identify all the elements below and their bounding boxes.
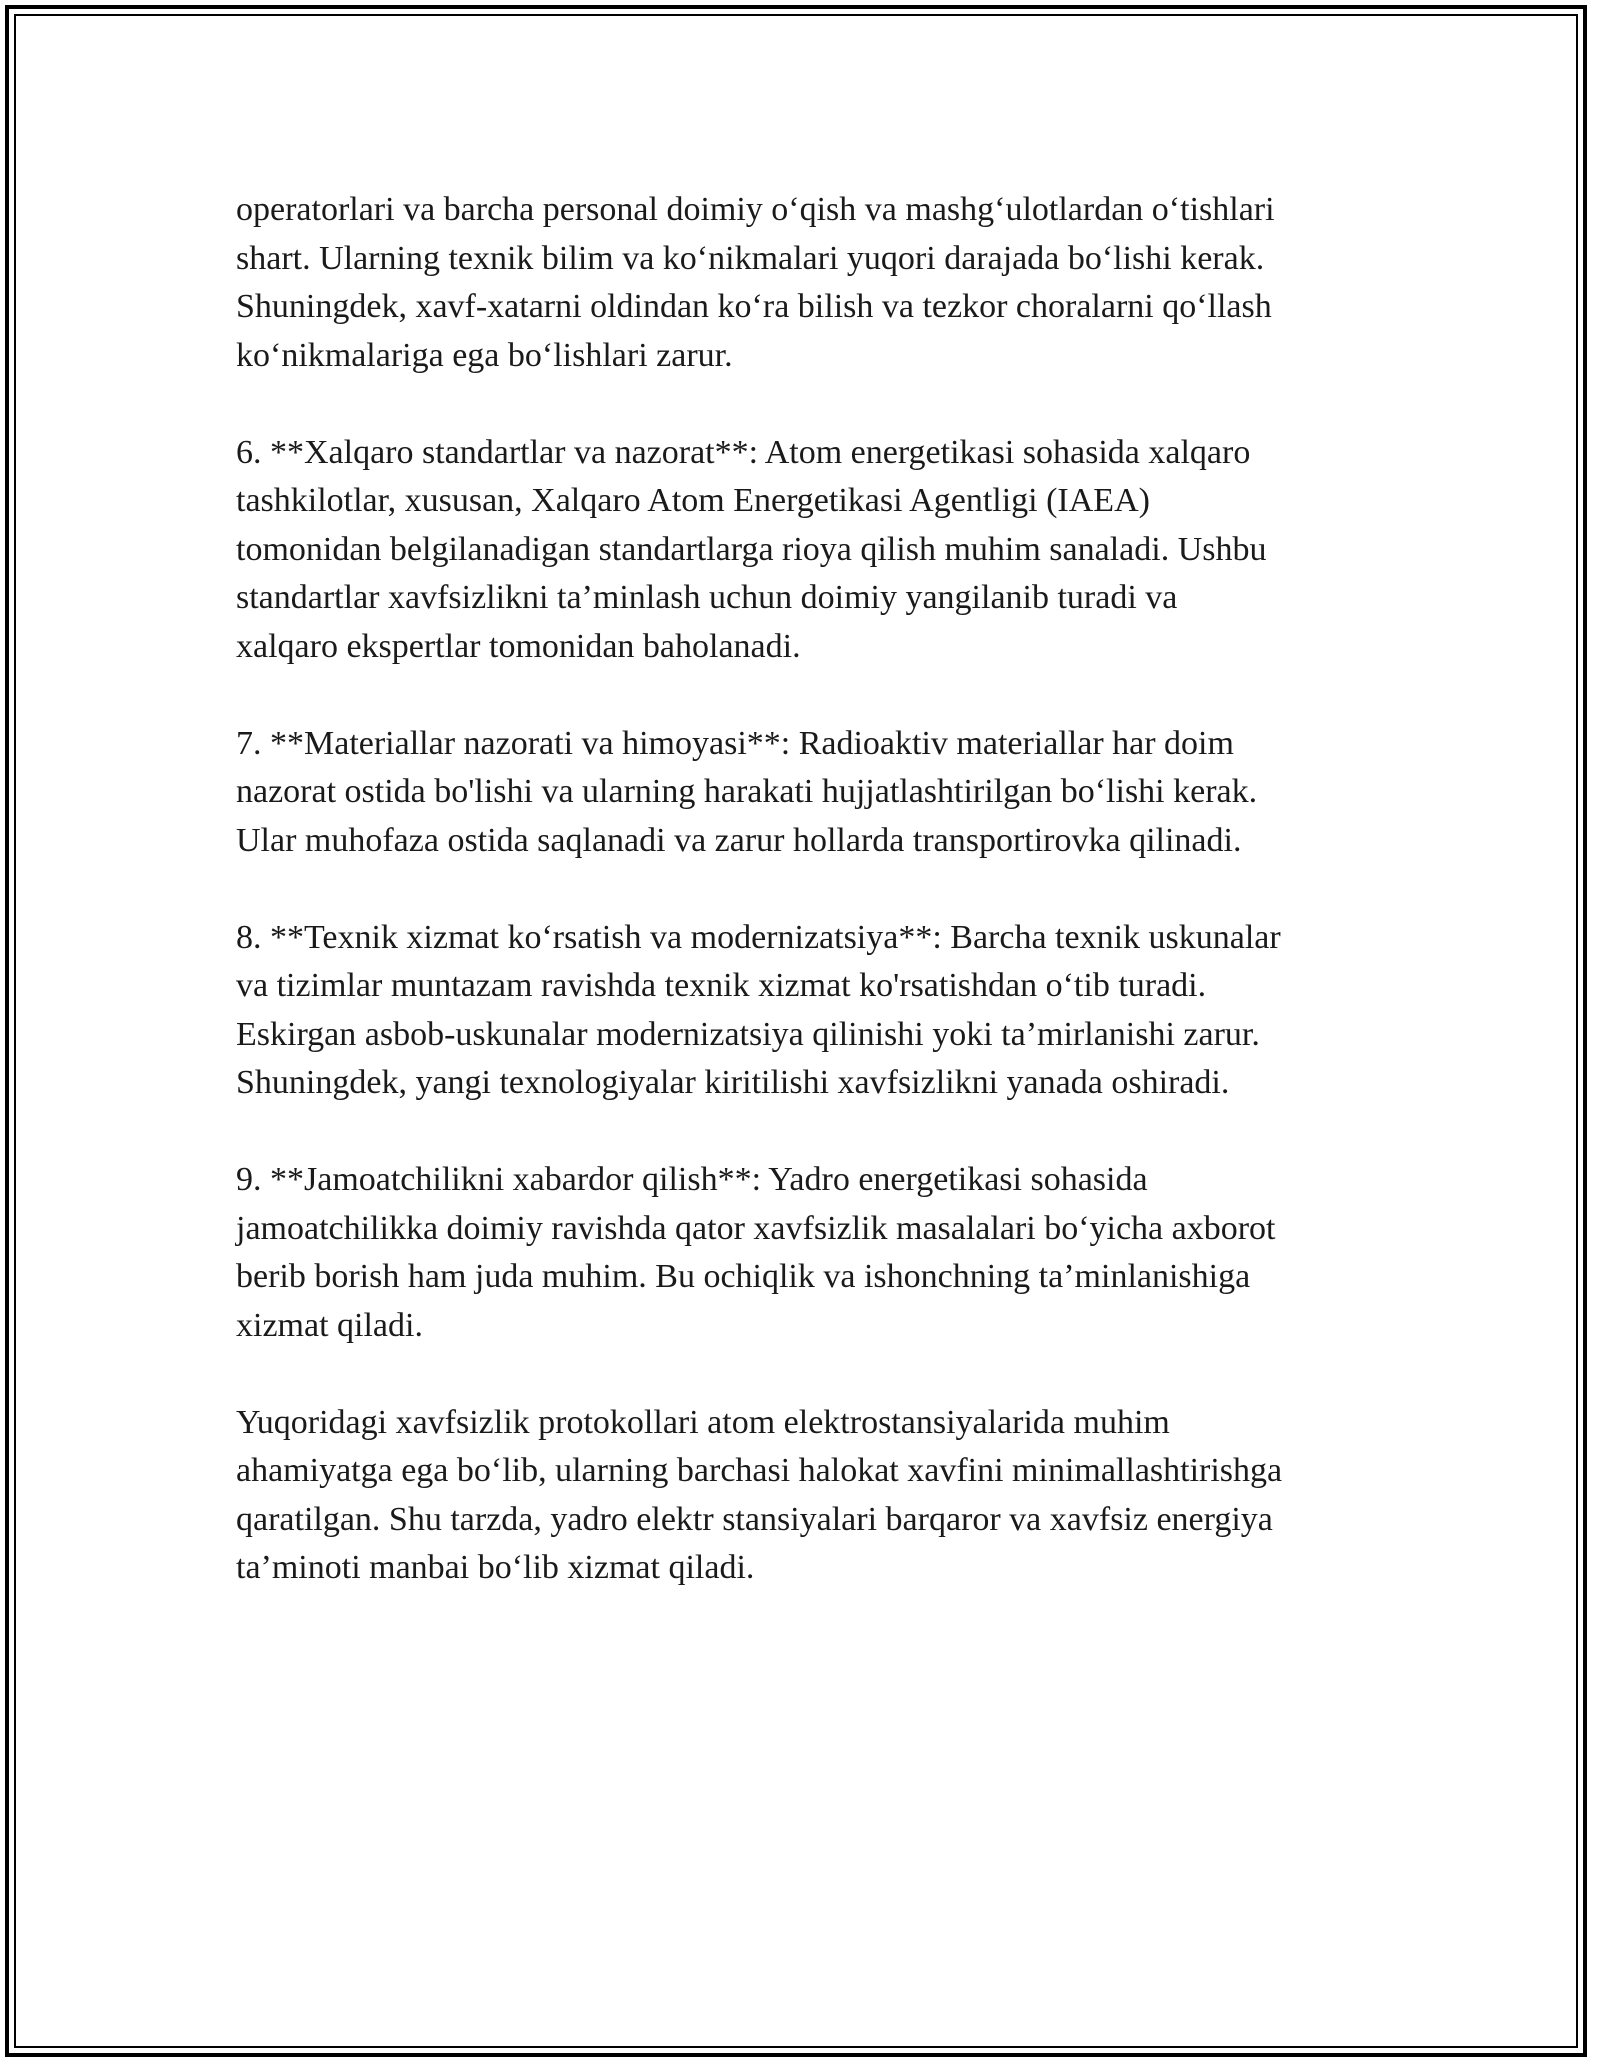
- paragraph-conclusion: Yuqoridagi xavfsizlik protokollari atom elektrostansiyalarida muhim ahamiyatga ega bo‘lib, ularning barchasi halokat xavfini minimallashtirishga qaratilgan. Shu tarzda, yadro elektr stansiyalari barqaror va xavfsiz energiya ta’minoti manbai bo‘lib xizmat qiladi.: [236, 1403, 1283, 1586]
- document-body: [236, 186, 1386, 1593]
- paragraph-item-9: 9. **Jamoatchilikni xabardor qilish**: Yadro energetikasi sohasida jamoatchilikka doimiy ravishda qator xavfsizlik masalalari bo‘yicha axborot berib borish ham juda muhim. Bu ochiqlik va ishonchning ta’minlanishiga xizmat qiladi.: [236, 1161, 1276, 1344]
- paragraph-continuation: operatorlari va barcha personal doimiy o‘qish va mashg‘ulotlardan o‘tishlari shart. Ularning texnik bilim va ko‘nikmalari yuqori darajada bo‘lishi kerak. Shuningdek, xavf-xatarni oldindan ko‘ra bilish va tezkor choralarni qo‘llash ko‘nikmalariga ega bo‘lishlari zarur.: [236, 191, 1275, 374]
- paragraph-item-7: 7. **Materiallar nazorati va himoyasi**: Radioaktiv materiallar har doim nazorat ostida bo'lishi va ularning harakati hujjatlashtirilgan bo‘lishi kerak. Ular muhofaza ostida saqlanadi va zarur hollarda transportirovka qilinadi.: [236, 724, 1258, 859]
- paragraph-item-8: 8. **Texnik xizmat ko‘rsatish va modernizatsiya**: Barcha texnik uskunalar va tizimlar muntazam ravishda texnik xizmat ko'rsatishdan o‘tib turadi. Eskirgan asbob-uskunalar modernizatsiya qilinishi yoki ta’mirlanishi zarur. Shuningdek, yangi texnologiyalar kiritilishi xavfsizlikni yanada oshiradi.: [236, 918, 1281, 1101]
- paragraph-item-6: 6. **Xalqaro standartlar va nazorat**: Atom energetikasi sohasida xalqaro tashkilotlar, xususan, Xalqaro Atom Energetikasi Agentligi (IAEA) tomonidan belgilanadigan standartlarga rioya qilish muhim sanaladi. Ushbu standartlar xavfsizlikni ta’minlash uchun doimiy yangilanib turadi va xalqaro ekspertlar tomonidan baholanadi.: [236, 433, 1267, 665]
